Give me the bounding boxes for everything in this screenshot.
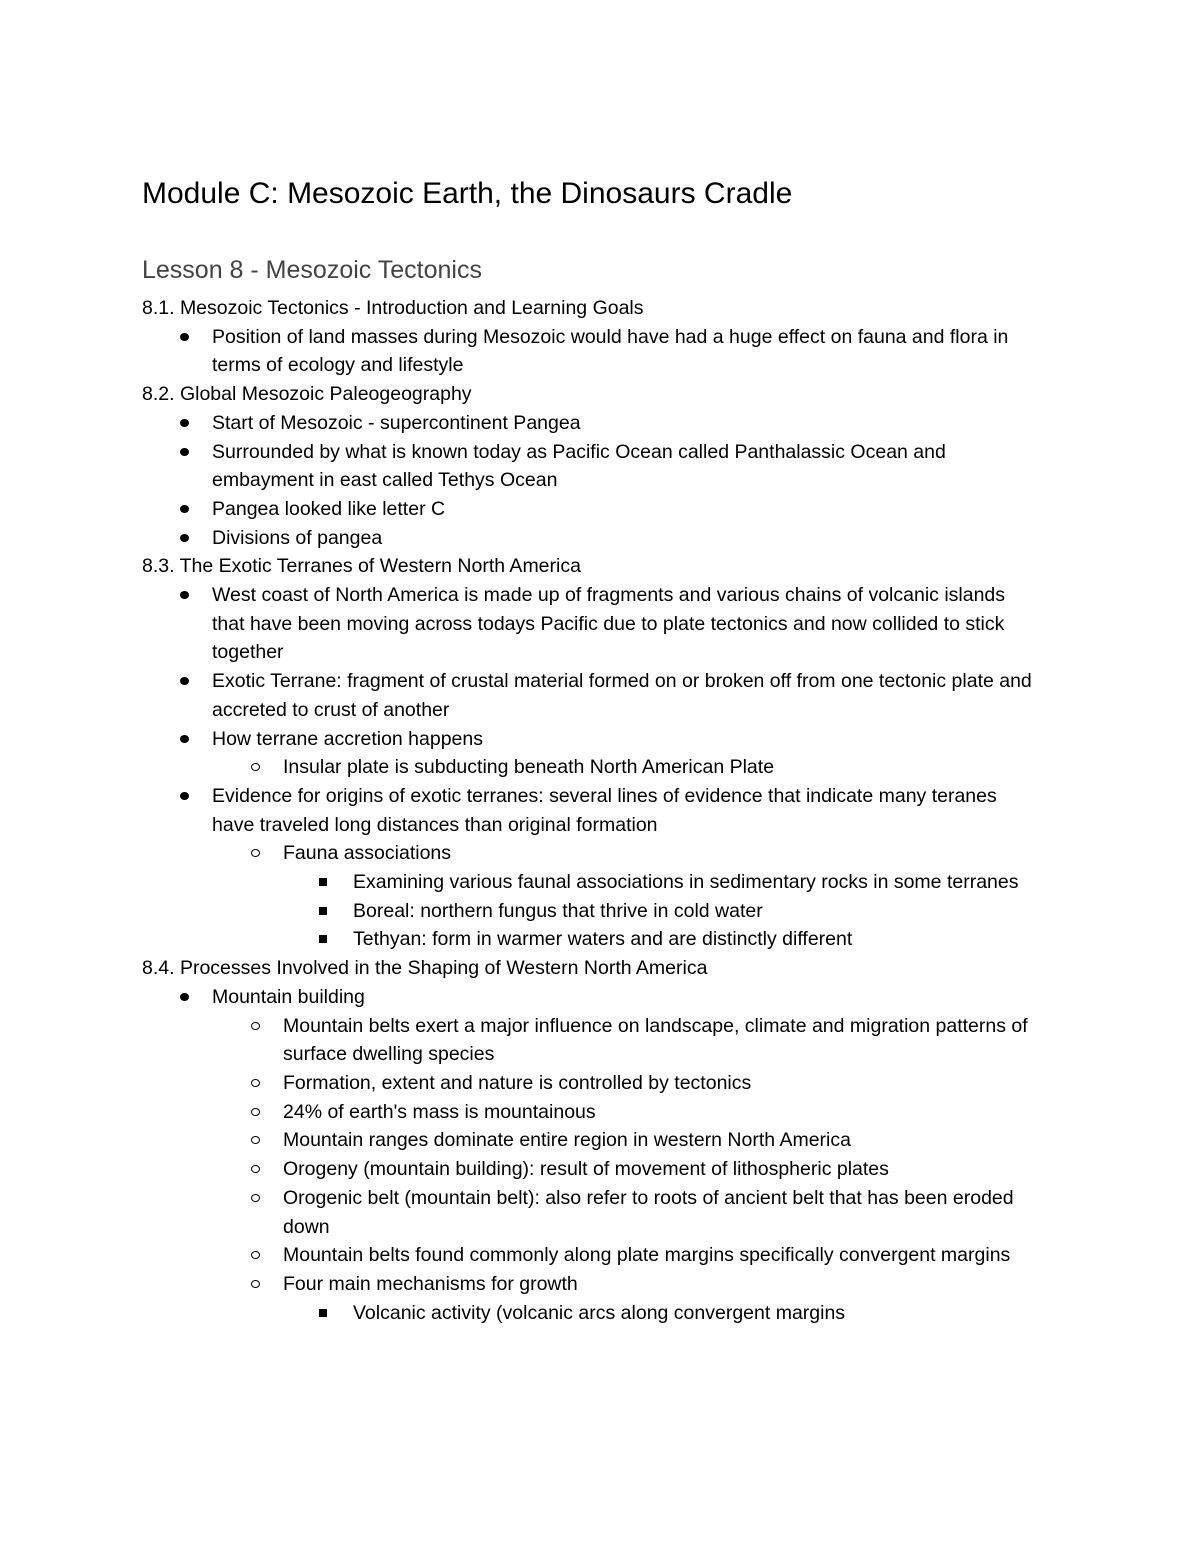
list-item-text: Boreal: northern fungus that thrive in cold water <box>353 899 763 922</box>
disc-bullet-icon <box>180 333 189 341</box>
lesson-heading: Lesson 8 - Mesozoic Tectonics <box>142 256 482 284</box>
list-item-text: Orogeny (mountain building): result of movement of lithospheric plates <box>283 1158 889 1181</box>
list-item <box>283 839 1042 868</box>
disc-bullet-icon <box>180 993 189 1001</box>
list-item <box>353 925 1042 954</box>
square-bullet-icon <box>319 878 327 886</box>
list-item <box>283 1241 1042 1270</box>
list-item <box>212 409 1042 438</box>
list-item <box>353 868 1042 897</box>
list-item <box>212 725 1042 754</box>
list-item <box>283 753 1042 782</box>
list-item <box>212 667 1042 724</box>
document-title: Module C: Mesozoic Earth, the Dinosaurs Cradle <box>142 177 793 210</box>
square-bullet-icon <box>319 935 327 943</box>
list-item-text: Exotic Terrane: fragment of crustal material formed on or broken off from one tectonic plate and accreted to crust of another <box>212 670 1032 721</box>
list-item-text: Mountain belts exert a major influence on landscape, climate and migration patterns of surface dwelling species <box>283 1014 1028 1066</box>
section-title-8-2: 8.2. Global Mesozoic Paleogeography <box>142 383 472 406</box>
list-item-text: Position of land masses during Mesozoic would have had a huge effect on fauna and flora in terms of ecology and lifestyle <box>212 325 1009 377</box>
list-item-text: Four main mechanisms for growth <box>283 1272 578 1295</box>
list-item <box>283 1270 1042 1299</box>
list-item <box>212 438 1042 495</box>
list-item-text: Volcanic activity (volcanic arcs along convergent margins <box>353 1301 846 1324</box>
document-page <box>142 174 1042 1327</box>
list-item-text: Examining various faunal associations in sedimentary rocks in some terranes <box>353 871 1019 894</box>
circle-bullet-icon <box>251 763 260 771</box>
list-item-text: Evidence for origins of exotic terranes: several lines of evidence that indicate many teranes have traveled long distances than original formation <box>212 784 997 836</box>
circle-bullet-icon <box>251 1194 260 1202</box>
section-title-8-1: 8.1. Mesozoic Tectonics - Introduction and Learning Goals <box>142 297 644 319</box>
list-item-text: Start of Mesozoic - supercontinent Pangea <box>212 411 581 434</box>
list-item <box>283 1155 1042 1184</box>
disc-bullet-icon <box>180 591 189 599</box>
list-item <box>212 524 1042 553</box>
disc-bullet-icon <box>180 792 189 800</box>
disc-bullet-icon <box>180 534 189 542</box>
list-item-text: Surrounded by what is known today as Pacific Ocean called Panthalassic Ocean and embayment in east called Tethys Ocean <box>212 440 946 492</box>
list-item <box>212 782 1042 839</box>
disc-bullet-icon <box>180 419 189 427</box>
list-item <box>212 495 1042 524</box>
disc-bullet-icon <box>180 505 189 513</box>
list-item <box>212 323 1042 380</box>
square-bullet-icon <box>319 907 327 915</box>
list-item-text: Mountain ranges dominate entire region in western North America <box>283 1129 851 1152</box>
section-title-8-3: 8.3. The Exotic Terranes of Western North America <box>142 555 581 578</box>
list-item <box>212 581 1042 667</box>
disc-bullet-icon <box>180 735 189 743</box>
list-item <box>353 897 1042 926</box>
circle-bullet-icon <box>251 1251 260 1259</box>
list-item-text: Fauna associations <box>283 842 452 865</box>
circle-bullet-icon <box>251 1165 260 1173</box>
list-item-text: Orogenic belt (mountain belt): also refer to roots of ancient belt that has been eroded down <box>283 1186 1014 1238</box>
disc-bullet-icon <box>180 448 189 456</box>
circle-bullet-icon <box>251 1079 260 1087</box>
list-item-text: Mountain building <box>212 985 365 1008</box>
list-item <box>283 1184 1042 1241</box>
list-item-text: Divisions of pangea <box>212 526 383 549</box>
list-item <box>212 983 1042 1012</box>
list-item-text: Insular plate is subducting beneath North American Plate <box>283 756 775 779</box>
circle-bullet-icon <box>251 849 260 857</box>
list-item <box>283 1098 1042 1127</box>
list-item-text: West coast of North America is made up of fragments and various chains of volcanic islands that have been moving across todays Pacific due to plate tectonics and now collided to stick together <box>212 584 1006 664</box>
circle-bullet-icon <box>251 1022 260 1030</box>
list-item-text: Tethyan: form in warmer waters and are distinctly different <box>353 928 853 951</box>
circle-bullet-icon <box>251 1280 260 1288</box>
list-item <box>283 1012 1042 1069</box>
circle-bullet-icon <box>251 1136 260 1144</box>
section-title-8-4: 8.4. Processes Involved in the Shaping of Western North America <box>142 957 708 980</box>
list-item <box>283 1126 1042 1155</box>
square-bullet-icon <box>319 1309 327 1317</box>
disc-bullet-icon <box>180 677 189 685</box>
list-item <box>283 1069 1042 1098</box>
list-item-text: Mountain belts found commonly along plate margins specifically convergent margins <box>283 1244 1011 1267</box>
circle-bullet-icon <box>251 1108 260 1116</box>
list-item-text: Formation, extent and nature is controlled by tectonics <box>283 1071 752 1094</box>
list-item-text: Pangea looked like letter C <box>212 497 446 520</box>
list-item-text: How terrane accretion happens <box>212 727 483 750</box>
list-item <box>353 1299 1042 1328</box>
list-item-text: 24% of earth's mass is mountainous <box>283 1100 596 1123</box>
